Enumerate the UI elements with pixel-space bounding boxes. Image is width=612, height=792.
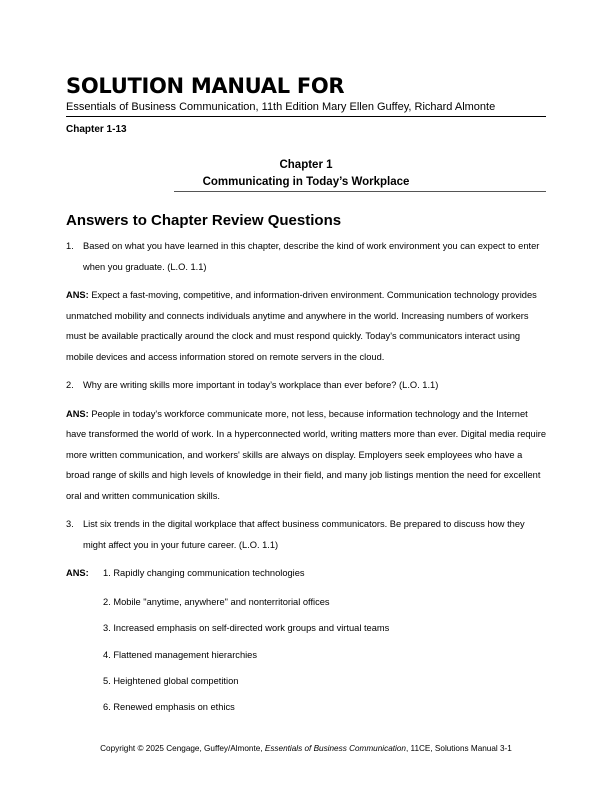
- book-subtitle: Essentials of Business Communication, 11th Edition Mary Ellen Guffey, Richard Almonte: [66, 101, 496, 113]
- question-number: 1.: [66, 241, 74, 251]
- answer-2: [66, 404, 548, 507]
- list-item: 5. Heightened global competition: [103, 675, 239, 686]
- question-1: [66, 236, 548, 277]
- answer-label: ANS:: [66, 408, 89, 419]
- document-title: SOLUTION MANUAL FOR: [66, 74, 345, 98]
- trend-list: [103, 563, 389, 720]
- answer-text: People in today's workforce communicate more, not less, because information technology and the Internet have transformed the world of work. In a hyperconnected world, writing matters more than ever. Digital media require more written communication, and workers' skills are always on display. Employers seek employees who have a broad range of skills and high levels of knowledge in their field, and many job listings mention the need for excellent oral and written communication skills.: [66, 408, 547, 501]
- answer-3: [66, 563, 548, 720]
- section-title: Answers to Chapter Review Questions: [66, 212, 342, 229]
- question-number: 3.: [66, 519, 74, 529]
- question-number: 2.: [66, 380, 74, 390]
- question-text: Based on what you have learned in this chapter, describe the kind of work environment you can expect to enter when you graduate. (L.O. 1.1): [83, 241, 540, 272]
- answer-label: ANS:: [66, 568, 89, 578]
- review-questions: [66, 236, 548, 720]
- question-text: Why are writing skills more important in today’s workplace than ever before? (L.O. 1.1): [83, 380, 439, 390]
- list-item: 1. Rapidly changing communication technologies: [103, 568, 305, 578]
- question-3: [66, 514, 548, 555]
- list-item: 4. Flattened management hierarchies: [103, 649, 258, 660]
- chapter-title: Communicating in Today’s Workplace: [202, 176, 410, 188]
- question-text: List six trends in the digital workplace that affect business communicators. Be prepared to discuss how they might affect you in your future career. (L.O. 1.1): [83, 519, 525, 550]
- chapter-range: Chapter 1-13: [66, 124, 127, 135]
- chapter-rule: [174, 191, 546, 192]
- chapter-heading: [66, 157, 546, 191]
- chapter-number: Chapter 1: [279, 159, 333, 171]
- list-item: 6. Renewed emphasis on ethics: [103, 702, 235, 712]
- answer-1: [66, 285, 548, 367]
- footer-book-title: Essentials of Business Communication: [264, 744, 406, 753]
- answer-text: Expect a fast-moving, competitive, and information-driven environment. Communication technology provides unmatched mobility and connects individuals anytime and anywhere in the world. Increasing numbers of workers must be available practically around the clock and must respond quickly. Today's communicators interact using mobile devices and access information stored on remote servers in the cloud.: [66, 290, 537, 362]
- page-footer: [0, 743, 612, 754]
- header-rule: [66, 116, 546, 117]
- question-2: [66, 375, 548, 396]
- list-item: 2. Mobile "anytime, anywhere" and nonterritorial offices: [103, 597, 330, 608]
- footer-edition: , 11CE, Solutions Manual 3-1: [405, 744, 512, 753]
- footer-copyright: Copyright © 2025 Cengage, Guffey/Almonte,: [100, 744, 265, 753]
- list-item: 3. Increased emphasis on self-directed work groups and virtual teams: [103, 623, 390, 634]
- answer-label: ANS:: [66, 290, 89, 300]
